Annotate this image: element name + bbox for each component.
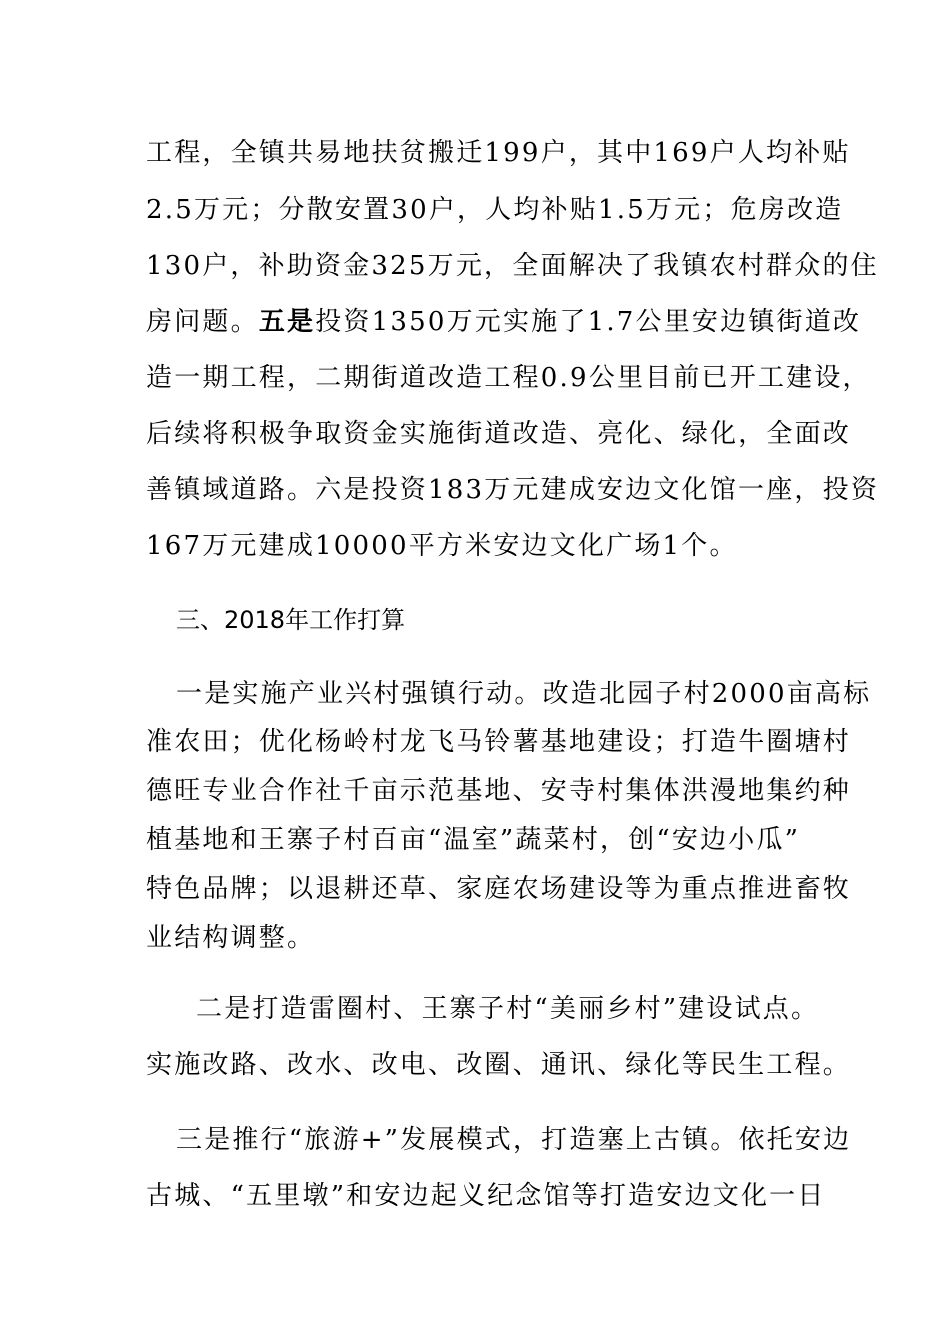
text-line: 特色品牌；以退耕还草、家庭农场建设等为重点推进畜牧 [146, 874, 852, 904]
text-line: 准农田；优化杨岭村龙飞马铃薯基地建设；打造牛圈塘村 [146, 727, 852, 757]
text-line: 造一期工程，二期街道改造工程0.9公里目前已开工建设， [146, 363, 871, 393]
text-line: 业结构调整。 [146, 923, 316, 953]
text-line: 130户，补助资金325万元，全面解决了我镇农村群众的住 [146, 251, 879, 281]
text-line: 善镇域道路。六是投资183万元建成安边文化馆一座，投资 [146, 475, 880, 505]
text-line: 二是打造雷圈村、王寨子村“美丽乡村”建设试点。 [196, 994, 820, 1024]
text-line: 古城、“五里墩”和安边起义纪念馆等打造安边文化一日 [146, 1181, 826, 1211]
text-line: 2.5万元；分散安置30户，人均补贴1.5万元；危房改造 [146, 195, 844, 225]
section-heading: 三、2018年工作打算 [176, 606, 406, 634]
text-line: 一是实施产业兴村强镇行动。改造北园子村2000亩高标 [176, 679, 872, 709]
bold-run: 五是 [258, 307, 316, 337]
text-line: 后续将积极争取资金实施街道改造、亮化、绿化，全面改 [146, 419, 852, 449]
text-line: 植基地和王寨子村百亩“温室”蔬菜村，创“安边小瓜” [146, 825, 801, 855]
text-line: 167万元建成10000平方米安边文化广场1个。 [146, 531, 738, 561]
text-line [146, 302, 862, 342]
text-run: 房问题。 [146, 307, 259, 337]
text-line: 三是推行“旅游+”发展模式，打造塞上古镇。依托安边 [176, 1125, 852, 1155]
text-line: 实施改路、改水、改电、改圈、通讯、绿化等民生工程。 [146, 1050, 852, 1080]
text-line: 德旺专业合作社千亩示范基地、安寺村集体洪漫地集约种 [146, 776, 852, 806]
text-line: 工程，全镇共易地扶贫搬迁199户，其中169户人均补贴 [146, 138, 851, 168]
text-run: 投资1350万元实施了1.7公里安边镇街道改 [315, 307, 862, 337]
